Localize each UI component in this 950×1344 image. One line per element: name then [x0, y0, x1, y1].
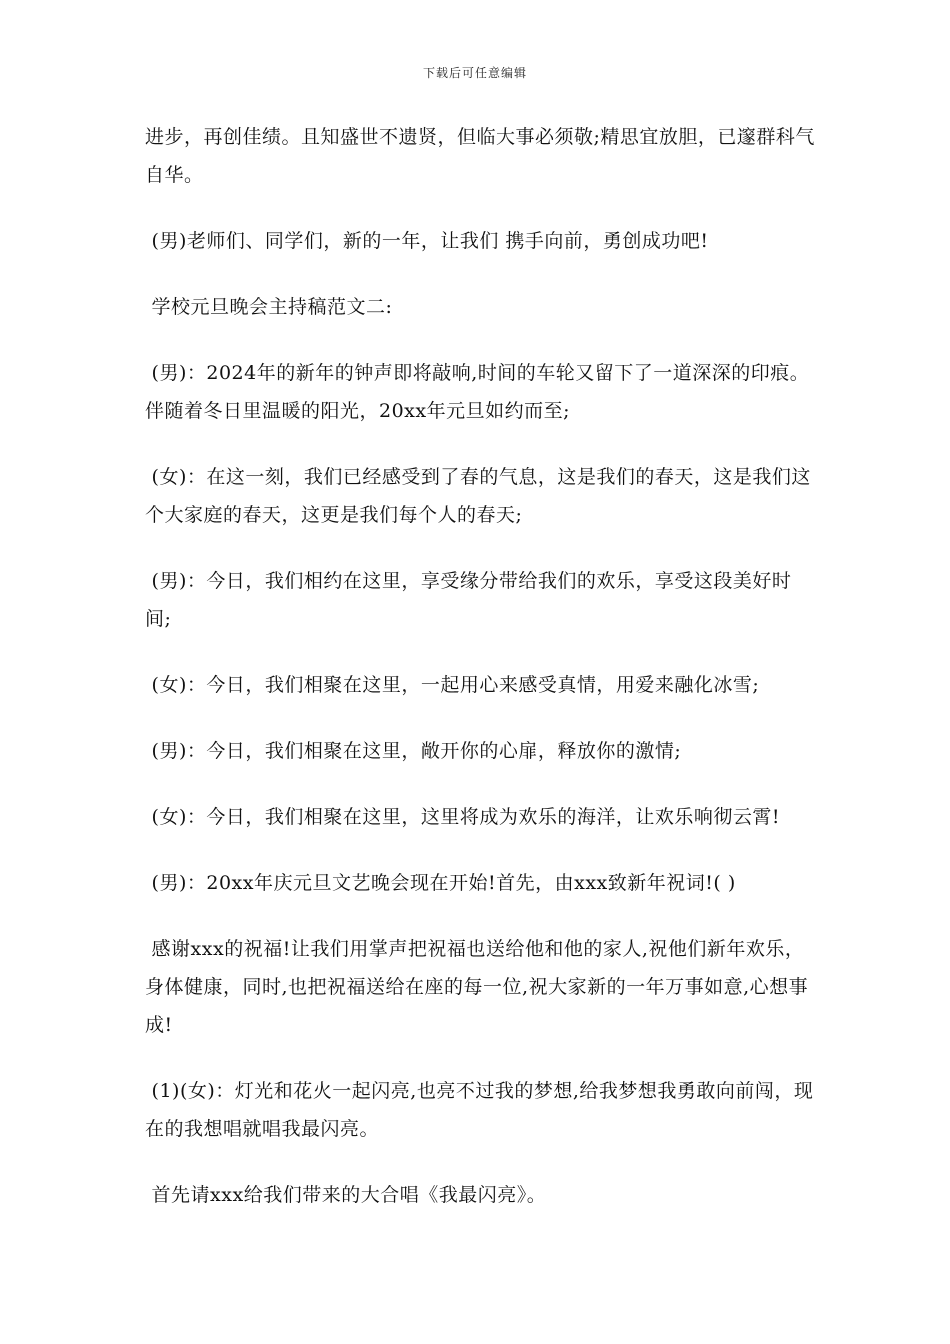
paragraph-8: (男)：今日，我们相聚在这里，敞开你的心扉，释放你的激情;: [145, 740, 682, 762]
paragraph-2: (男)老师们、同学们，新的一年，让我们 携手向前，勇创成功吧!: [145, 230, 709, 252]
section-heading: 学校元旦晚会主持稿范文二:: [145, 296, 393, 318]
page-header: 下载后可任意编辑: [422, 66, 527, 80]
paragraph-9: (女)：今日，我们相聚在这里，这里将成为欢乐的海洋，让欢乐响彻云霄!: [145, 806, 781, 828]
paragraph-10: (男)：20xx年庆元旦文艺晚会现在开始!首先，由xxx致新年祝词!( ): [145, 872, 736, 894]
paragraph-11: 感谢xxx的祝福!让我们用掌声把祝福也送给他和他的家人,祝他们新年欢乐，身体健康，同时,也把祝福送给在座的每一位,祝大家新的一年万事如意,心想事成!: [145, 938, 809, 1036]
paragraph-12: (1)(女)：灯光和花火一起闪亮,也亮不过我的梦想,给我梦想我勇敢向前闯，现在的我想唱就唱我最闪亮。: [145, 1080, 814, 1140]
paragraph-4: (男)：2024年的新年的钟声即将敲响,时间的车轮又留下了一道深深的印痕。伴随着冬日里温暖的阳光，20xx年元旦如约而至;: [145, 362, 810, 422]
paragraph-1: 进步，再创佳绩。且知盛世不遗贤，但临大事必须敬;精思宜放胆，已邃群科气自华。: [145, 126, 815, 186]
paragraph-6: (男)：今日，我们相约在这里，享受缘分带给我们的欢乐，享受这段美好时间;: [145, 570, 792, 630]
paragraph-13: 首先请xxx给我们带来的大合唱《我最闪亮》。: [145, 1184, 547, 1206]
paragraph-7: (女)：今日，我们相聚在这里，一起用心来感受真情，用爱来融化冰雪;: [145, 674, 760, 696]
document-body: [145, 118, 815, 1242]
paragraph-5: (女)：在这一刻，我们已经感受到了春的气息，这是我们的春天，这是我们这个大家庭的春天，这更是我们每个人的春天;: [145, 466, 811, 526]
